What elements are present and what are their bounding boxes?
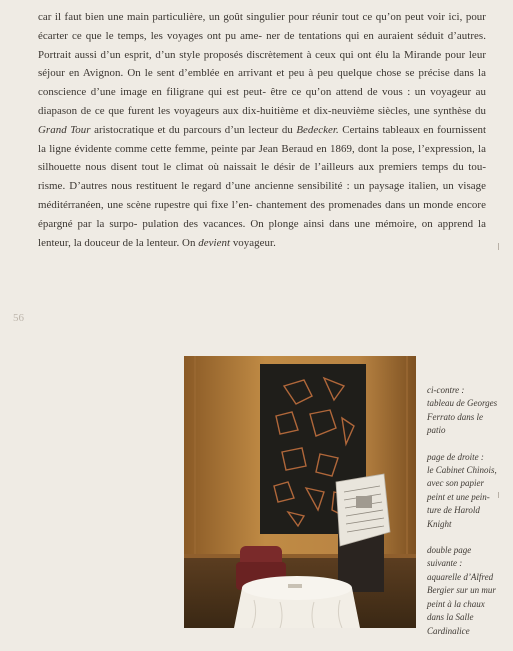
photo-illustration [184,356,416,628]
caption-line: Ferrato dans le [427,411,483,422]
page-number: 56 [13,312,24,324]
caption-line: aquarelle d’Alfred [427,571,494,582]
caption-line: dans la Salle [427,612,474,623]
caption-line: avec son papier [427,478,484,489]
title-grand-tour-b: Tour [70,123,91,136]
text-line: pulation des vacances. On plonge ainsi dans une mémoire, on apprend la [142,217,486,230]
caption-line: peint à la chaux [427,598,485,609]
text-line: aristocratique et du parcours d’un lecteur du [94,123,293,136]
text-line: qu’on peut voir ici, pour écarter ce que le temps, les voyages ont pu ame- [38,11,486,42]
text-line: voyageurs aux dix-huitième et dix-neuvième siècles, une synthèse du [173,104,486,117]
round-table [234,576,360,628]
text-line: tout le climat où naissait le désir de l’ailleurs aux premiers temps du tou- [141,161,486,174]
text-line: séjour en Avignon. On le sent d’emblée en arrivant et peu à peu quelque [38,67,373,80]
text-line: voyageur. [232,236,276,249]
text-line: chantement des promenades dans un monde encore épargné par la surpo- [38,198,486,230]
margin-mark [498,243,499,250]
caption-line: Knight [427,518,452,529]
emphasis-devient: devient [198,236,231,249]
text-line: lenteur, la douceur de la lenteur. On [38,236,196,249]
caption-line: tableau de Georges [427,398,498,409]
caption-line: Cardinalice [427,625,470,636]
caption-line: suivante : [427,558,463,569]
caption-cabinet-chinois [427,451,509,531]
text-line: tableaux en fournissent la ligne évidente comme cette femme, peinte par [38,123,487,155]
caption-line: le Cabinet Chinois, [427,465,497,476]
text-line: car il faut bien une main particulière, un goût singulier pour réunir tout ce [38,11,373,23]
text-line: Certains [342,123,379,136]
text-line: paysage italien, un visage méditérranéen, une scène rupestre qui fixe l’en- [38,180,486,211]
caption-line: peint et une pein- [427,491,490,502]
caption-line: ture de Harold [427,505,480,516]
person-reading-newspaper [336,474,390,592]
text-line: ner de tentations qui en auraient séduit d’autres. Portrait aussi d’un esprit, [38,29,486,61]
caption-line: Bergier sur un mur [427,585,496,596]
caption-line: double page [427,545,472,556]
text-line: être ce qu’on attend de vous : un voyageur au diapason de ce que furent les [38,86,487,117]
text-line: d’un style proposés discrètement à ceux qui ont élu la Mirande pour leur [155,48,486,61]
text-line: chose se précise dans la conscience d’une image en filigrane qui est peut- [38,67,486,99]
text-line: risme. D’autres nous restituent le regard d’une ancienne sensibilité : un [38,180,365,193]
photo-captions [427,384,509,651]
paragraph [38,8,486,252]
caption-salle-cardinalice [427,544,509,638]
caption-line: page de droite : [427,451,484,462]
text-line: Jean Beraud en 1869, dont la pose, l’expression, la silhouette nous disent [38,142,486,174]
title-bedecker: Bedecker. [296,123,339,136]
interior-photo [184,356,416,628]
caption-line: ci-contre : [427,385,465,395]
caption-line: patio [427,425,446,436]
body-text [38,8,486,252]
caption-patio [427,384,509,438]
title-grand-tour-a: Grand [38,123,67,136]
